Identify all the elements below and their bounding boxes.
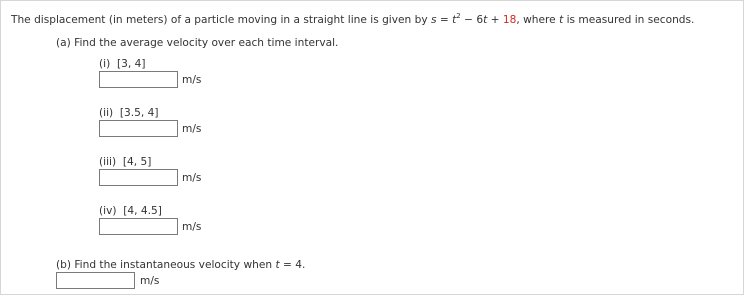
item-iv-interval: [4, 4.5]	[123, 205, 162, 217]
eq-middle: − 6	[460, 14, 484, 26]
part-a-label: (a) Find the average velocity over each time interval.	[56, 37, 339, 49]
equation	[431, 14, 520, 26]
unit-i: m/s	[182, 74, 202, 86]
eq-var-t2: t	[483, 14, 488, 26]
eq-comma: ,	[516, 14, 520, 26]
unit-iv: m/s	[182, 221, 202, 233]
eq-constant: 18	[502, 14, 517, 26]
eq-var-s: s	[430, 14, 437, 26]
item-iii-label	[99, 155, 151, 169]
item-iii-num: (iii)	[99, 156, 117, 168]
item-i-label	[99, 57, 145, 71]
problem-after: is measured in seconds.	[566, 14, 695, 26]
item-i-interval: [3, 4]	[116, 58, 146, 70]
eq-var-t1: t	[452, 14, 457, 26]
answer-input-iv[interactable]	[99, 218, 178, 235]
part-b-var-t: t	[275, 259, 280, 271]
item-i-num: (i)	[99, 58, 111, 70]
item-iv-label	[99, 204, 162, 218]
part-b-text: (b) Find the instantaneous velocity when	[56, 259, 273, 271]
eq-exponent: 2	[456, 12, 461, 20]
answer-input-b[interactable]	[56, 272, 135, 289]
problem-statement	[11, 13, 694, 27]
answer-input-iii[interactable]	[99, 169, 178, 186]
problem-var-t: t	[559, 14, 564, 26]
unit-ii: m/s	[182, 123, 202, 135]
answer-input-ii[interactable]	[99, 120, 178, 137]
problem-where: where	[523, 14, 556, 26]
part-b-label	[56, 258, 305, 272]
answer-input-i[interactable]	[99, 71, 178, 88]
item-ii-label	[99, 106, 159, 120]
eq-equals: =	[436, 14, 453, 26]
item-ii-interval: [3.5, 4]	[119, 107, 159, 119]
item-iii-interval: [4, 5]	[122, 156, 152, 168]
item-iv-num: (iv)	[99, 205, 117, 217]
unit-iii: m/s	[182, 172, 202, 184]
eq-plus: +	[487, 14, 503, 26]
item-ii-num: (ii)	[99, 107, 114, 119]
part-b-value: = 4.	[282, 259, 306, 271]
unit-b: m/s	[140, 275, 160, 287]
problem-intro: The displacement (in meters) of a particle moving in a straight line is given by	[11, 14, 428, 26]
